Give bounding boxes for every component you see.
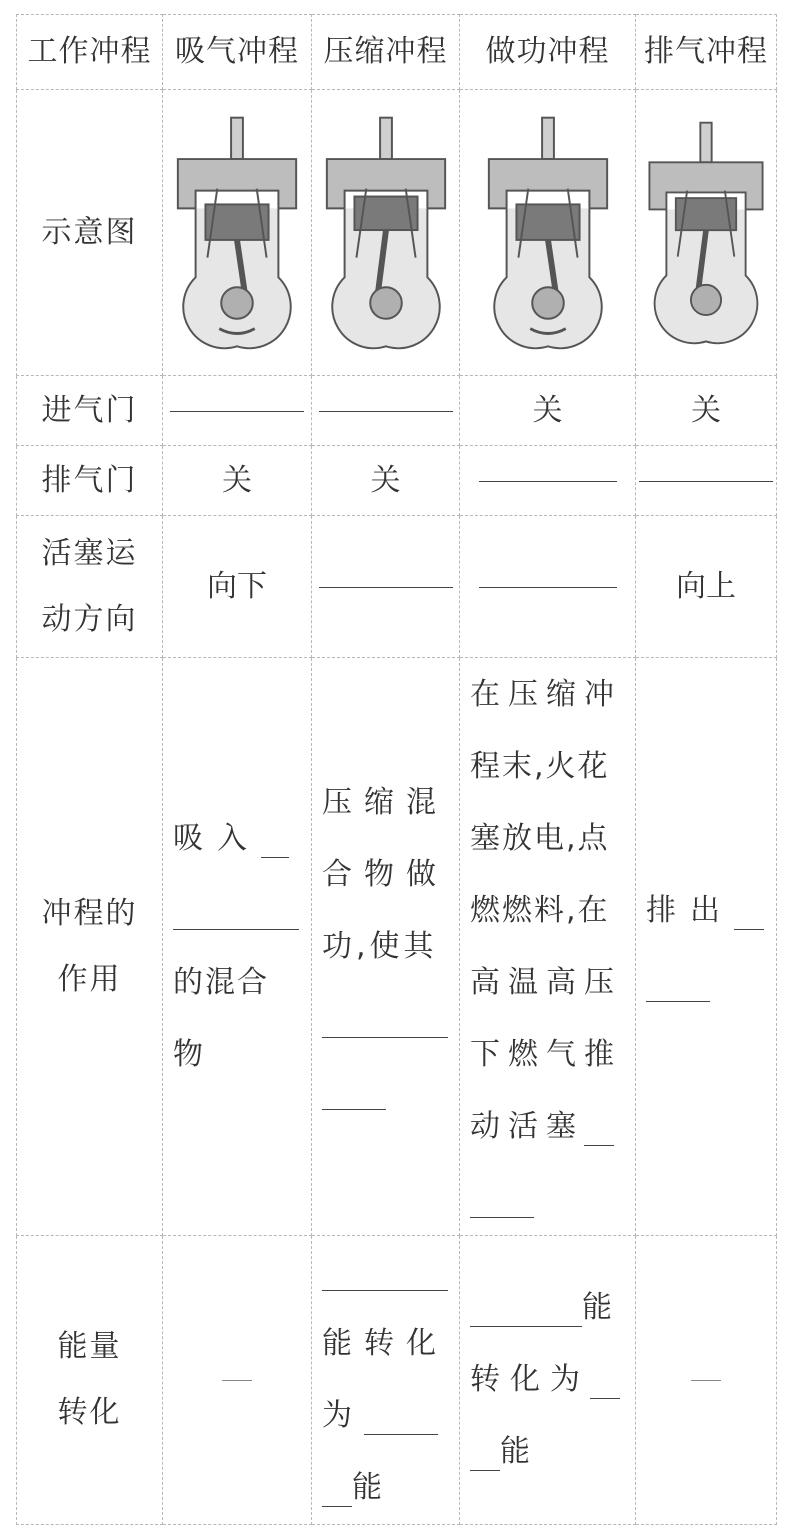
intake-diagram <box>163 90 312 376</box>
exhaust-valve-row <box>17 446 777 516</box>
header-row <box>17 15 777 90</box>
energy-compression-l3: 为 <box>322 1398 364 1433</box>
function-compression <box>312 658 460 1236</box>
intake-valve-exhaust: 关 <box>636 376 777 446</box>
function-label <box>17 658 163 1236</box>
energy-power-l3: 能 <box>500 1434 540 1469</box>
function-row <box>17 658 777 1236</box>
function-power-l6: 下燃气推 <box>470 1036 622 1072</box>
function-power-l5: 高温高压 <box>470 964 622 1000</box>
energy-power-l2: 转化为 <box>470 1362 590 1397</box>
function-intake-part3: 物 <box>173 1036 217 1072</box>
intake-valve-intake-blank <box>163 376 312 446</box>
exhaust-diagram <box>636 90 777 376</box>
function-power-l1: 在压缩冲 <box>470 676 622 712</box>
function-power-l2: 程末,火花 <box>470 748 610 784</box>
intake-valve-compression-blank <box>312 376 460 446</box>
intake-valve-label: 进气门 <box>17 376 163 446</box>
piston-row <box>17 516 777 658</box>
diagram-label: 示意图 <box>17 90 163 376</box>
function-compression-part3: 功,使其 <box>322 928 438 964</box>
function-power-l4: 燃燃料,在 <box>470 892 610 928</box>
piston-label-line1: 活塞运 <box>41 535 138 571</box>
piston-label-line2: 动方向 <box>41 601 138 637</box>
energy-compression-l2: 能转化 <box>322 1326 448 1361</box>
energy-power <box>460 1236 636 1525</box>
function-intake-part2: 的混合 <box>173 964 269 1000</box>
energy-label-line1: 能量 <box>57 1329 122 1364</box>
energy-label-line2: 转化 <box>57 1395 122 1430</box>
function-exhaust <box>636 658 777 1236</box>
piston-intake: 向下 <box>163 516 312 658</box>
function-power-l7: 动活塞 <box>470 1108 584 1144</box>
compression-diagram <box>312 90 460 376</box>
power-diagram <box>460 90 636 376</box>
energy-exhaust <box>636 1236 777 1525</box>
diagram-row <box>17 90 777 376</box>
exhaust-valve-compression: 关 <box>312 446 460 516</box>
function-power-l3: 塞放电,点 <box>470 820 610 856</box>
function-compression-part1: 压缩混 <box>322 784 448 820</box>
header-power: 做功冲程 <box>460 15 636 90</box>
exhaust-valve-label: 排气门 <box>17 446 163 516</box>
energy-power-l1: 能 <box>582 1290 622 1325</box>
header-compression: 压缩冲程 <box>312 15 460 90</box>
piston-exhaust: 向上 <box>636 516 777 658</box>
header-stroke: 工作冲程 <box>17 15 163 90</box>
function-intake <box>163 658 312 1236</box>
function-compression-part2: 合物做 <box>322 856 448 892</box>
exhaust-valve-exhaust-blank <box>636 446 777 516</box>
engine-power-stroke-figure <box>479 107 617 359</box>
energy-compression-l4: 能 <box>352 1470 394 1505</box>
intake-valve-power: 关 <box>460 376 636 446</box>
energy-intake <box>163 1236 312 1525</box>
engine-compression-stroke-figure <box>317 107 455 359</box>
piston-label <box>17 516 163 658</box>
function-label-line1: 冲程的 <box>41 895 138 931</box>
function-intake-part1: 吸入 <box>173 820 261 856</box>
engine-exhaust-stroke-figure <box>640 107 772 359</box>
intake-valve-row <box>17 376 777 446</box>
function-power <box>460 658 636 1236</box>
energy-label <box>17 1236 163 1525</box>
function-exhaust-part1: 排出 <box>646 892 734 928</box>
exhaust-valve-power-blank <box>460 446 636 516</box>
exhaust-valve-intake: 关 <box>163 446 312 516</box>
engine-intake-stroke-figure <box>168 107 306 359</box>
header-exhaust: 排气冲程 <box>636 15 777 90</box>
energy-row <box>17 1236 777 1525</box>
energy-compression <box>312 1236 460 1525</box>
header-intake: 吸气冲程 <box>163 15 312 90</box>
piston-compression-blank <box>312 516 460 658</box>
piston-power-blank <box>460 516 636 658</box>
function-label-line2: 作用 <box>57 961 122 997</box>
stroke-table <box>16 14 777 1525</box>
